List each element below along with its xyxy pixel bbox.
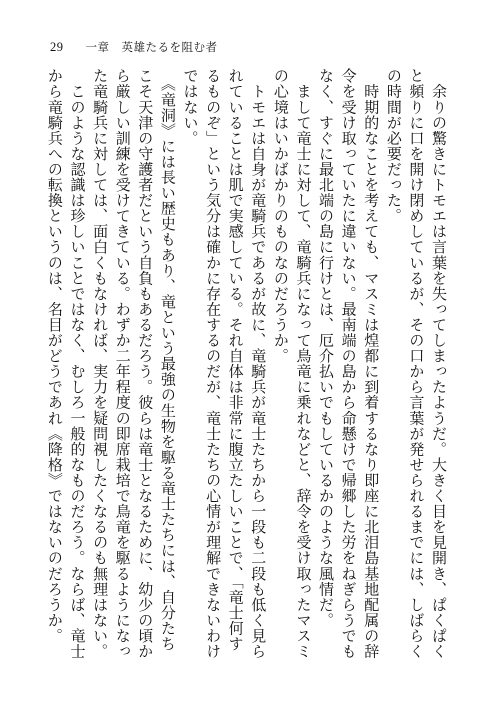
- page-number: 29: [50, 39, 64, 54]
- paragraph-3: まして竜士に対して、竜騎兵になって鳥竜に乗れなどと、辞令を受け取ったマスミの心境はいかばかりのものなのだろうか。: [271, 68, 313, 659]
- chapter-title: 一章 英雄たるを阻む者: [85, 40, 218, 54]
- paragraph-2: 時期的なことを考えても、マスミは煌都に到着するなり即座に北泪島基地配属の辞令を受け取っていたに違いない。最南端の島から命懸けで帰郷した労をねぎらうでもなく、すぐに最北端の島に行けとは、厄介払いでもしているかのような風情だ。: [317, 68, 381, 659]
- paragraph-5: 《竜洞》には長い歴史もあり、竜という最強の生物を駆る竜士たちには、自分たちこそ天津の守護者だという自負もあるだろう。彼らは竜士となるために、幼少の頃から厳しい訓練を受けてきている。わずか二年程度の即席栽培で鳥竜を駆るようになった竜騎兵に対しては、面白くもなければ、実力を疑問視したくなるのも無理はない。: [91, 68, 177, 659]
- body-text: [44, 68, 450, 664]
- running-head: [50, 38, 218, 56]
- paragraph-4: トモエは自身が竜騎兵であるが故に、竜騎兵が竜士たちから一段も二段も低く見られていることは肌で実感している。それ自体は非常に腹立たしいことで、「竜士何するものぞ」という気分は確かに存在するのだが、竜士たちの心情が理解できないわけではない。: [181, 68, 268, 659]
- paragraph-1: 余りの驚きにトモエは言葉を失ってしまったようだ。大きく目を見開き、ぱくぱくと頻りに口を開け閉めしているが、その口から言葉が発せられるまでには、しばらくの時間が必要だった。: [384, 68, 448, 659]
- paragraph-6: このような認識は珍しいことではなく、むしろ一般的なものだろう。ならば、竜士から竜騎兵への転換というのは、名目がどうであれ《降格》ではないのだろうか。: [45, 68, 87, 659]
